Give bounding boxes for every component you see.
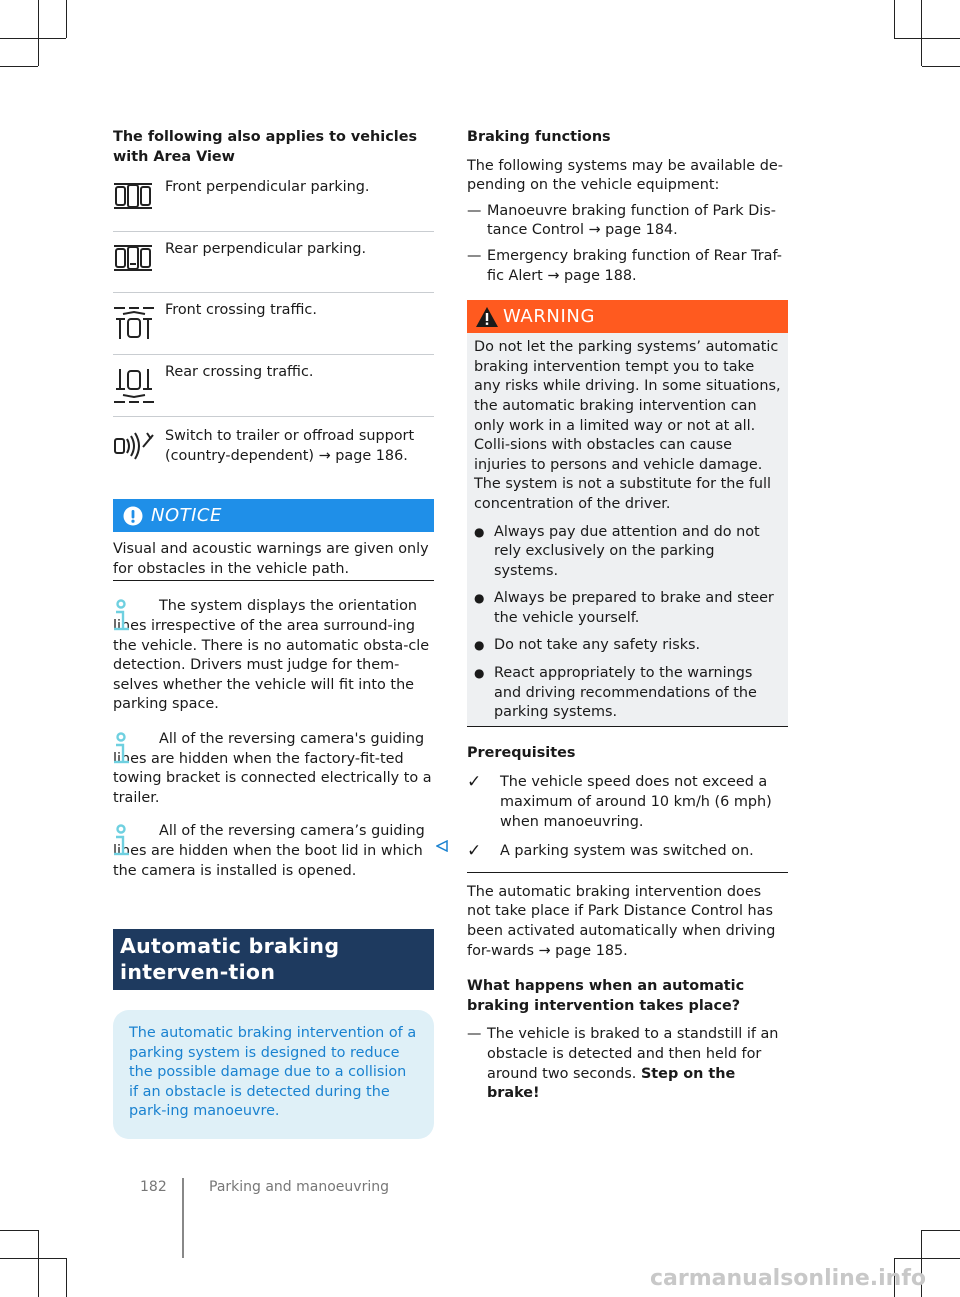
- watermark: carmanualsonline.info: [650, 1266, 926, 1291]
- icon-item-text: Front crossing traffic.: [165, 302, 317, 319]
- crop-mark: [38, 0, 39, 66]
- crop-mark: [922, 1230, 960, 1231]
- icon-item-front-crossing: [113, 293, 434, 355]
- warning-bullet-text: React appropriately to the warnings and driving recommendations of the parking systems.: [494, 665, 757, 721]
- page-reference-link[interactable]: page 184.: [605, 222, 678, 239]
- rear-perpendicular-parking-icon: [113, 240, 165, 279]
- section-heading: Automatic braking interven-tion: [113, 929, 434, 990]
- prerequisites-heading: Prerequisites: [467, 744, 576, 761]
- warning-title: WARNING: [503, 305, 596, 327]
- rear-crossing-traffic-icon: [113, 363, 165, 412]
- crop-mark: [921, 0, 922, 66]
- front-perpendicular-parking-icon: [113, 178, 165, 217]
- page-number: 182: [140, 1179, 167, 1195]
- warning-bullet-item: [474, 636, 782, 656]
- end-of-section-triangle-icon: [436, 840, 448, 852]
- info-text: The system displays the orientation lines irrespective of the area surround-ing the vehicle. There is no automatic obsta-cle detection. Drivers must judge for them-selves whether the vehicle will fit into the parking space.: [113, 598, 430, 713]
- info-block: [113, 730, 434, 808]
- list-item: [467, 247, 788, 286]
- info-text: All of the reversing camera’s guiding lines are hidden when the boot lid in which the camera is installed is opened.: [113, 823, 425, 879]
- warning-header: [467, 300, 788, 333]
- page-reference-link[interactable]: page 185.: [555, 942, 628, 959]
- page-reference-link[interactable]: page 186.: [335, 447, 408, 464]
- crop-mark: [894, 1258, 960, 1259]
- crop-mark: [0, 38, 66, 39]
- icon-item-text: Rear crossing traffic.: [165, 364, 314, 381]
- crop-mark: [0, 66, 38, 67]
- list-item-text: [487, 202, 788, 241]
- crop-mark: [38, 1230, 39, 1297]
- front-crossing-traffic-icon: [113, 301, 165, 348]
- warning-bullet-item: [474, 589, 782, 628]
- trailer-text-line1: Switch to trailer or offroad support: [165, 428, 415, 445]
- list-item: [467, 1025, 788, 1103]
- notice-exclamation-icon: [123, 506, 143, 526]
- page-reference-link[interactable]: page 188.: [564, 267, 637, 284]
- prerequisite-item: [467, 842, 788, 862]
- check-mark-icon: ✓: [467, 841, 482, 862]
- braking-functions-heading: Braking functions: [467, 129, 611, 145]
- dash-bullet: —: [467, 202, 482, 219]
- list-item: [467, 202, 788, 241]
- icon-item-rear-perpendicular: [113, 232, 434, 293]
- warning-text: Do not let the parking systems’ automatic braking intervention tempt you to take any risks while driving. In some situations, the automatic braking intervention can only work in a limited way or not at all. Colli-sions with obstacles can cause injuries to persons and vehicle damage. The system is not a substitute for the full concentration of the driver.: [474, 339, 781, 512]
- info-block: [113, 597, 434, 715]
- braking-functions-intro: The following systems may be available de-pending on the vehicle equipment:: [467, 157, 783, 194]
- prerequisite-text: A parking system was switched on.: [500, 843, 754, 860]
- what-happens-heading: What happens when an automatic braking intervention takes place?: [467, 978, 745, 1014]
- icon-item-trailer-offroad: [113, 417, 434, 479]
- list-item-text: [487, 247, 788, 286]
- crop-mark: [894, 0, 895, 38]
- crop-mark: [66, 1258, 67, 1297]
- crop-mark: [0, 1230, 38, 1231]
- prerequisite-item: [467, 773, 788, 832]
- notice-body: Visual and acoustic warnings are given only for obstacles in the vehicle path.: [113, 532, 434, 581]
- trailer-offroad-icon: [113, 427, 165, 468]
- warning-bullet-text: Do not take any safety risks.: [494, 637, 701, 654]
- info-icon: [113, 824, 131, 858]
- trailer-text-line2: [165, 447, 434, 467]
- notice-header: [113, 499, 434, 532]
- bullet-icon: ●: [474, 591, 485, 606]
- activation-note-text: The automatic braking intervention does not take place if Park Distance Control has been activated automatically when driving for-wards: [467, 883, 776, 959]
- check-mark-icon: ✓: [467, 772, 482, 793]
- icon-item-text: Front perpendicular parking.: [165, 179, 370, 196]
- warning-bullet-item: [474, 664, 782, 723]
- activation-note: [467, 883, 788, 961]
- list-item-label: Manoeuvre braking function of Park Dis-tance Control: [487, 202, 776, 239]
- warning-body: [467, 333, 788, 727]
- warning-bullet-text: Always pay due attention and do not rely exclusively on the parking systems.: [494, 523, 760, 579]
- list-item-label: The vehicle is braked to a standstill if an obstacle is detected and then held for around two seconds.: [487, 1026, 779, 1082]
- step-on-brake-text: Step on the brake!: [487, 1065, 736, 1102]
- crop-mark: [0, 1258, 66, 1259]
- warning-triangle-icon: [475, 306, 499, 328]
- icon-item-front-perpendicular: [113, 178, 434, 232]
- crop-mark: [66, 0, 67, 38]
- crop-mark: [894, 38, 960, 39]
- info-block: [113, 822, 434, 881]
- prerequisite-text: The vehicle speed does not exceed a maximum of around 10 km/h (6 mph) when manoeuvring.: [500, 774, 772, 830]
- right-column: [467, 128, 788, 1104]
- crop-mark: [922, 66, 960, 67]
- list-item-label: Emergency braking function of Rear Traf-fic Alert: [487, 247, 782, 284]
- info-icon: [113, 599, 131, 633]
- arrow-right-icon: →: [588, 222, 606, 239]
- prerequisites-list: [467, 773, 788, 872]
- warning-bullet-text: Always be prepared to brake and steer the vehicle yourself.: [494, 590, 774, 626]
- area-view-intro: The following also applies to vehicles with Area View: [113, 129, 418, 165]
- bullet-icon: ●: [474, 524, 485, 539]
- icon-item-text: Rear perpendicular parking.: [165, 241, 367, 258]
- trailer-text-country: (country-dependent): [165, 447, 319, 464]
- icon-item-text: [165, 427, 434, 466]
- arrow-right-icon: →: [547, 267, 565, 284]
- footer-divider: [182, 1178, 184, 1258]
- warning-bullet-item: [474, 523, 782, 582]
- notice-title: NOTICE: [151, 504, 222, 526]
- bullet-icon: ●: [474, 638, 485, 653]
- dash-bullet: —: [467, 247, 482, 264]
- arrow-right-icon: →: [318, 447, 336, 464]
- list-item-text: [487, 1025, 788, 1103]
- info-icon: [113, 732, 131, 766]
- info-text: All of the reversing camera's guiding lines are hidden when the factory-fit-ted towing bracket is connected electrically to a trailer.: [113, 730, 432, 806]
- bullet-icon: ●: [474, 666, 485, 681]
- footer-section-name: Parking and manoeuvring: [209, 1179, 389, 1195]
- section-summary: The automatic braking intervention of a parking system is designed to reduce the possible damage due to a collision if an obstacle is detected during the park-ing manoeuvre.: [113, 1010, 434, 1139]
- dash-bullet: —: [467, 1026, 482, 1043]
- icon-item-rear-crossing: [113, 355, 434, 417]
- left-column: [113, 128, 434, 1139]
- arrow-right-icon: →: [538, 942, 556, 959]
